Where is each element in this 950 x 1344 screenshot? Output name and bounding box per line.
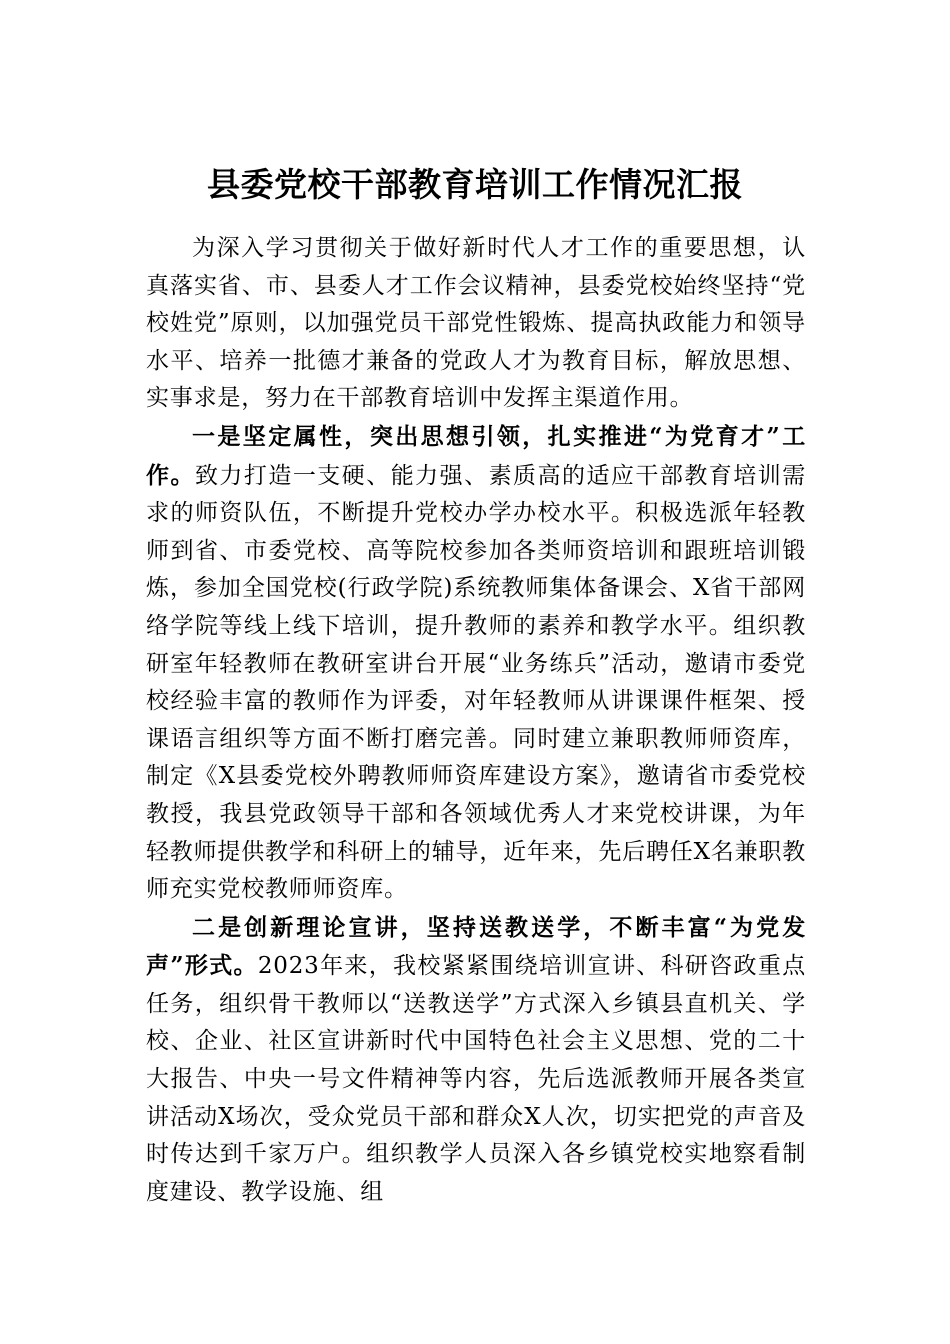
paragraph-intro — [146, 230, 806, 418]
paragraph-text: 为深入学习贯彻关于做好新时代人才工作的重要思想，认真落实省、市、县委人才工作会议精神，县委党校始终坚持“党校姓党”原则，以加强党员干部党性锻炼、提高执政能力和领导水平、培养一批德才兼备的党政人才为教育目标，解放思想、实事求是，努力在干部教育培训中发挥主渠道作用。 — [146, 235, 806, 412]
paragraph-section-one — [146, 418, 806, 909]
paragraph-text: 2023年来，我校紧紧围绕培训宣讲、科研咨政重点任务，组织骨干教师以“送教送学”方式深入乡镇县直机关、学校、企业、社区宣讲新时代中国特色社会主义思想、党的二十大报告、中央一号文件精神等内容，先后选派教师开展各类宣讲活动X场次，受众党员干部和群众X人次，切实把党的声音及时传达到千家万户。组织教学人员深入各乡镇党校实地察看制度建设、教学设施、组 — [146, 953, 807, 1205]
paragraph-text: 致力打造一支硬、能力强、素质高的适应干部教育培训需求的师资队伍，不断提升党校办学办校水平。积极选派年轻教师到省、市委党校、高等院校参加各类师资培训和跟班培训锻炼，参加全国党校(行政学院)系统教师集体备课会、X省干部网络学院等线上线下培训，提升教师的素养和教学水平。组织教研室年轻教师在教研室讲台开展“业务练兵”活动，邀请市委党校经验丰富的教师作为评委，对年轻教师从讲课课件框架、授课语言组织等方面不断打磨完善。同时建立兼职教师师资库，制定《X县委党校外聘教师师资库建设方案》，邀请省市委党校教授，我县党政领导干部和各领域优秀人才来党校讲课，为年轻教师提供教学和科研上的辅导，近年来，先后聘任X名兼职教师充实党校教师师资库。 — [146, 462, 807, 903]
document-body — [146, 230, 806, 1211]
paragraph-lead-heading: 二是创新理论宣讲，坚持送教送学，不断丰富“为党发声”形式。 — [146, 913, 806, 980]
paragraph-lead-heading: 一是坚定属性，突出思想引领，扎实推进“为党育才”工作。 — [146, 422, 806, 489]
document-title: 县委党校干部教育培训工作情况汇报 — [207, 165, 743, 204]
paragraph-section-two — [146, 909, 806, 1212]
